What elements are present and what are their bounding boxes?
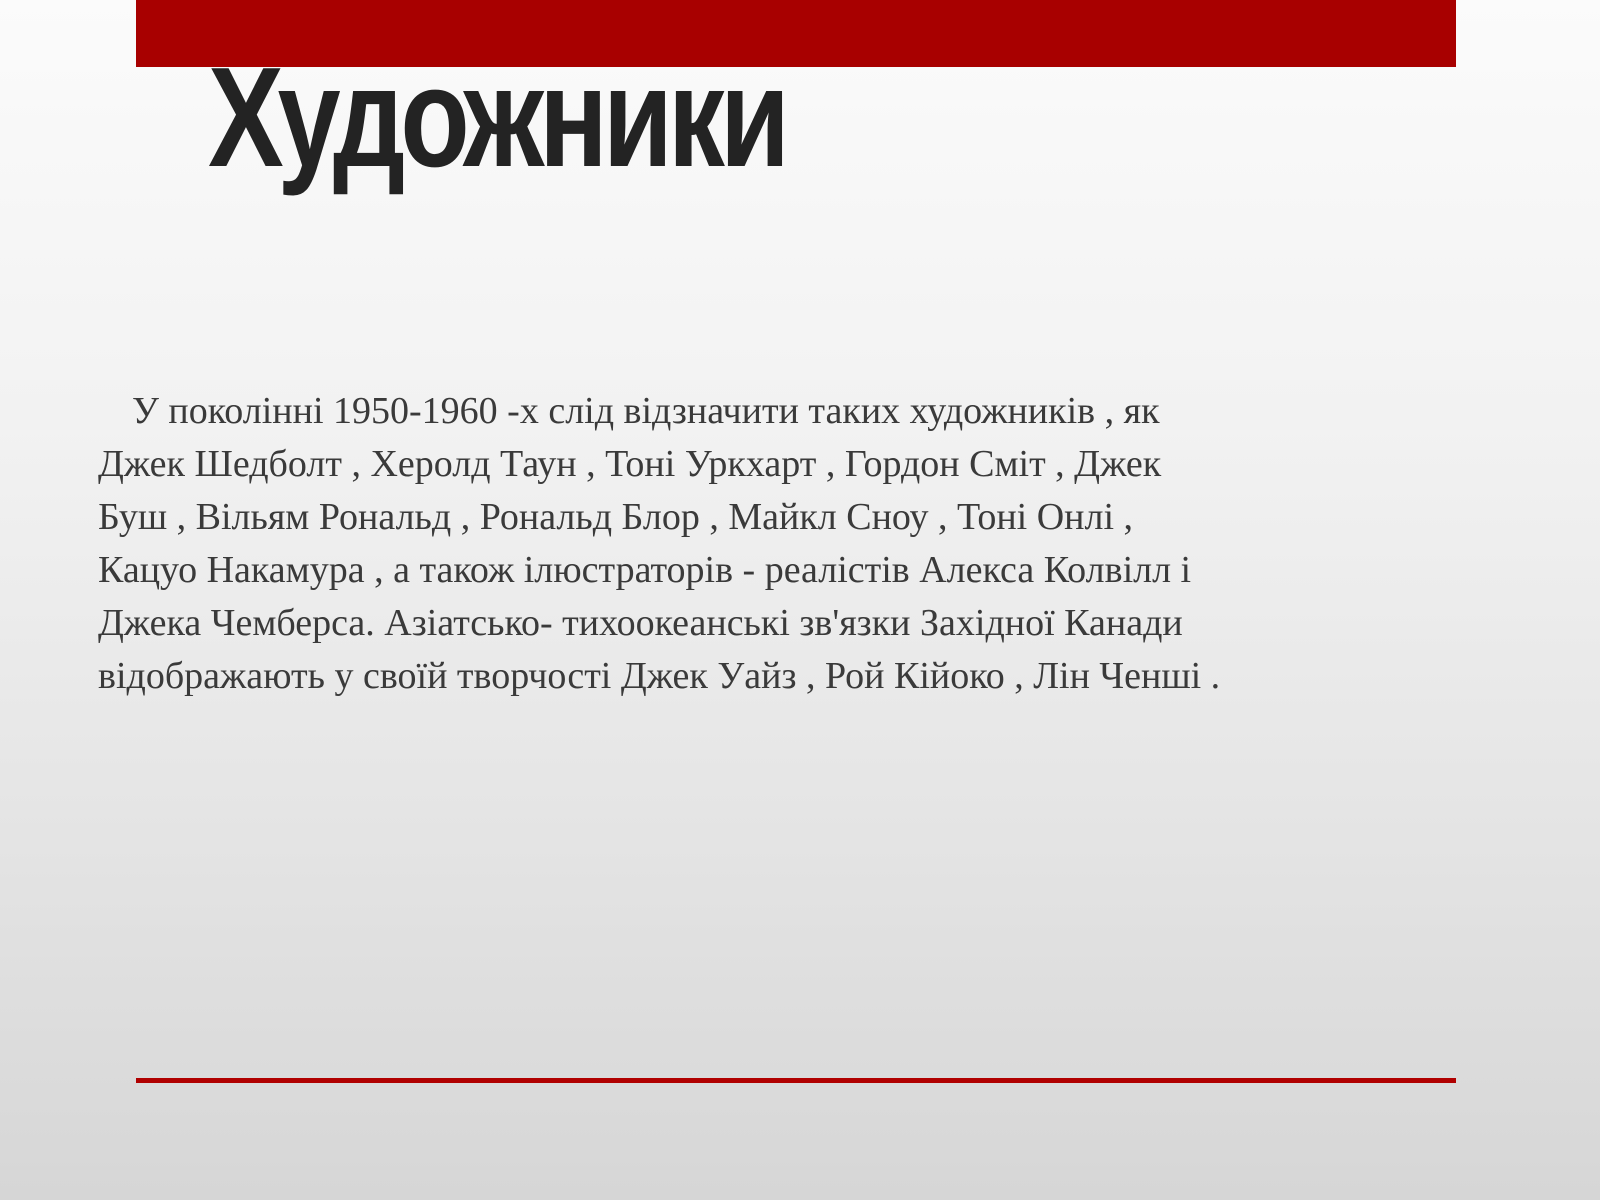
body-line: відображають у своїй творчості Джек Уайз , Рой Кійоко , Лін Ченші . xyxy=(98,655,1221,697)
body-line: У поколінні 1950-1960 -х слід відзначити таких художників , як xyxy=(132,390,1160,432)
body-line: Джек Шедболт , Херолд Таун , Тоні Уркхарт , Гордон Сміт , Джек xyxy=(98,443,1162,485)
bottom-divider-line xyxy=(136,1078,1456,1083)
slide-body xyxy=(98,385,1428,703)
body-line: Кацуо Накамура , а також ілюстраторів - реалістів Алекса Колвілл і xyxy=(98,549,1192,591)
body-line: Джека Чемберса. Азіатсько- тихоокеанські зв'язки Західної Канади xyxy=(98,602,1183,644)
body-line: Буш , Вільям Рональд , Рональд Блор , Майкл Сноу , Тоні Онлі , xyxy=(98,496,1134,538)
slide-title: Художники xyxy=(208,38,786,197)
